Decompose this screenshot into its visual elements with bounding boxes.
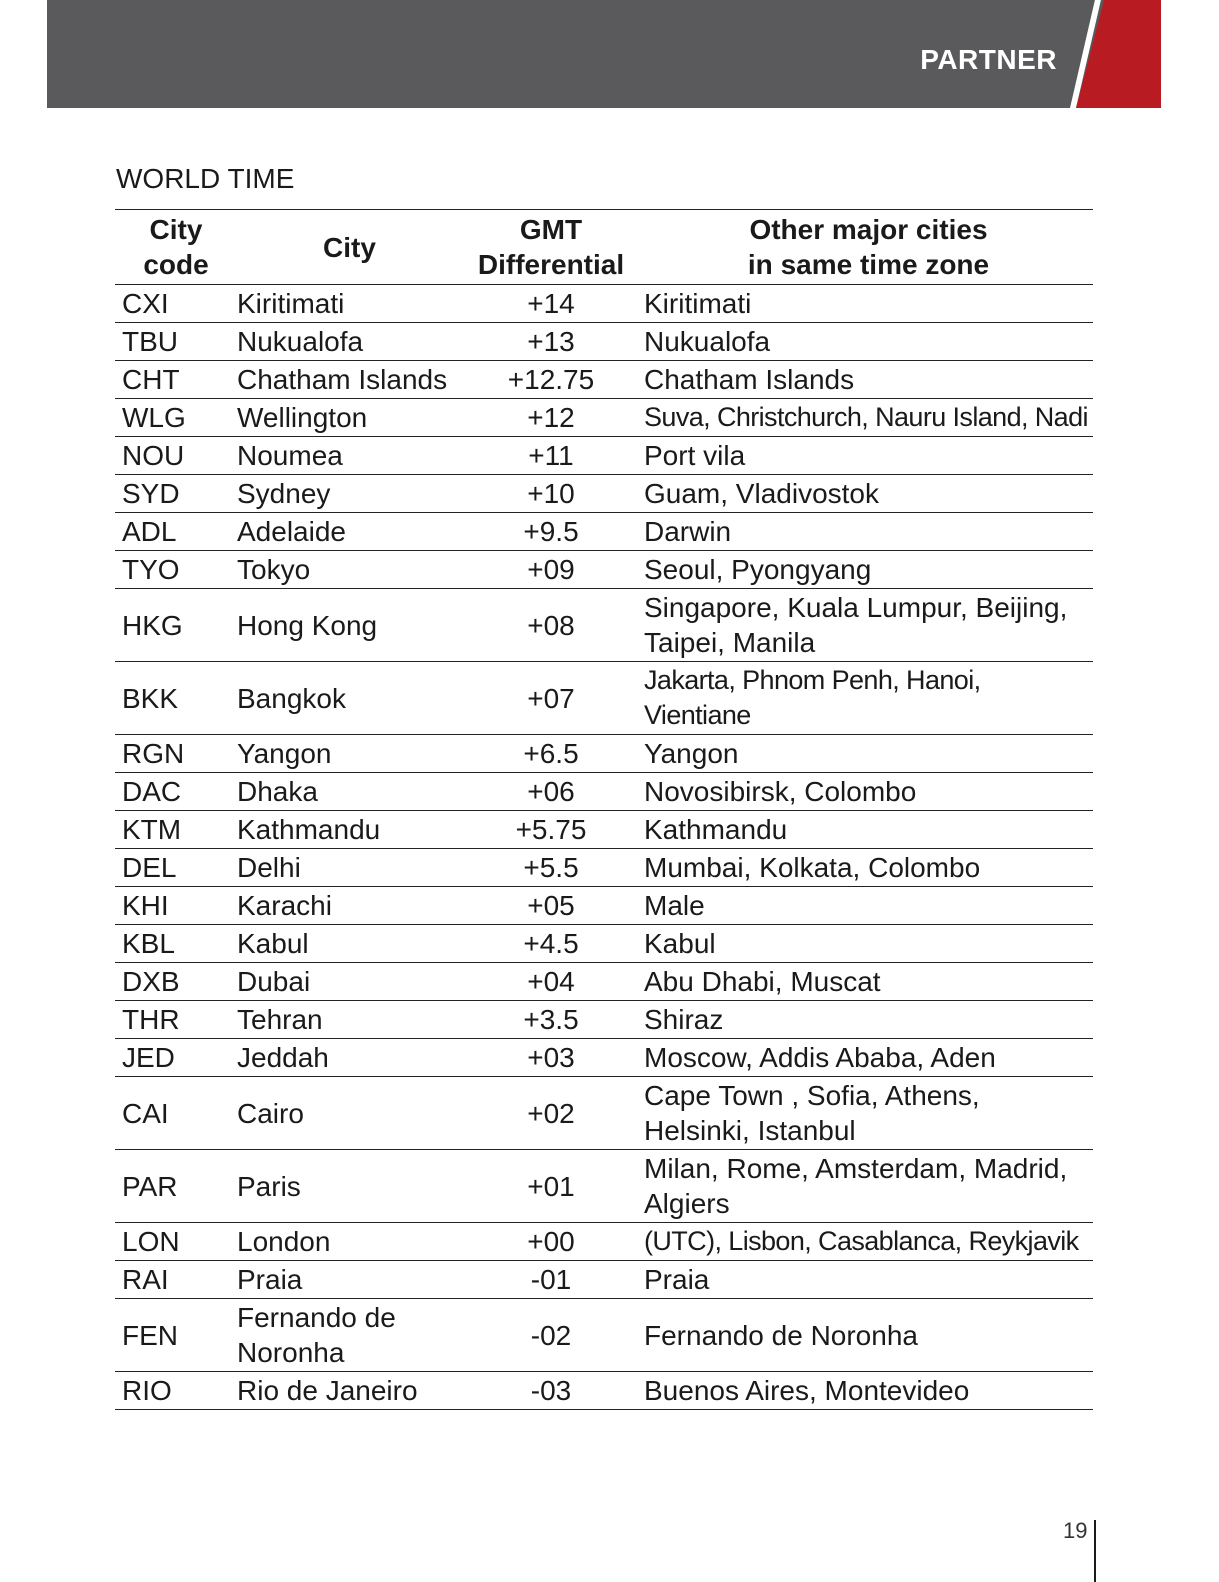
table-row [115, 323, 1093, 361]
table-row [115, 735, 1093, 773]
table-row [115, 475, 1093, 513]
table-row [115, 1372, 1093, 1410]
cell-city: Wellington [237, 399, 462, 437]
cell-city: Tehran [237, 1001, 462, 1039]
table-row [115, 1299, 1093, 1372]
cell-gmt: +05 [462, 887, 640, 925]
cell-city-code: DXB [115, 963, 237, 1001]
cell-city-code: DEL [115, 849, 237, 887]
cell-city: Dhaka [237, 773, 462, 811]
world-time-table [115, 209, 1093, 1410]
cell-city-code: KTM [115, 811, 237, 849]
cell-gmt: +06 [462, 773, 640, 811]
cell-other-cities: Suva, Christchurch, Nauru Island, Nadi [640, 399, 1093, 437]
table-row [115, 285, 1093, 323]
cell-gmt: +01 [462, 1150, 640, 1223]
cell-gmt: +10 [462, 475, 640, 513]
cell-city: Kiritimati [237, 285, 462, 323]
cell-city: Cairo [237, 1077, 462, 1150]
cell-city: Praia [237, 1261, 462, 1299]
cell-gmt: +14 [462, 285, 640, 323]
cell-gmt: +6.5 [462, 735, 640, 773]
cell-city-code: CAI [115, 1077, 237, 1150]
cell-other-cities: Novosibirsk, Colombo [640, 773, 1093, 811]
table-row [115, 773, 1093, 811]
cell-gmt: +04 [462, 963, 640, 1001]
cell-other-cities: Kiritimati [640, 285, 1093, 323]
cell-other-cities: (UTC), Lisbon, Casablanca, Reykjavik [640, 1223, 1093, 1261]
cell-other-cities: Male [640, 887, 1093, 925]
cell-city-code: THR [115, 1001, 237, 1039]
cell-city: Kabul [237, 925, 462, 963]
cell-other-cities: Fernando de Noronha [640, 1299, 1093, 1372]
cell-gmt: +13 [462, 323, 640, 361]
table-row [115, 513, 1093, 551]
cell-other-cities: Abu Dhabi, Muscat [640, 963, 1093, 1001]
cell-other-cities: Darwin [640, 513, 1093, 551]
cell-gmt: +3.5 [462, 1001, 640, 1039]
table-row [115, 437, 1093, 475]
cell-city: Tokyo [237, 551, 462, 589]
table-row [115, 849, 1093, 887]
cell-city: Dubai [237, 963, 462, 1001]
cell-city: Rio de Janeiro [237, 1372, 462, 1410]
table-row [115, 811, 1093, 849]
cell-city-code: HKG [115, 589, 237, 662]
cell-gmt: +12 [462, 399, 640, 437]
cell-city: Jeddah [237, 1039, 462, 1077]
page-number: 19 [1063, 1518, 1088, 1543]
table-body [115, 285, 1093, 1410]
cell-city: Kathmandu [237, 811, 462, 849]
cell-gmt: +03 [462, 1039, 640, 1077]
cell-gmt: +02 [462, 1077, 640, 1150]
cell-city: Nukualofa [237, 323, 462, 361]
cell-city-code: PAR [115, 1150, 237, 1223]
cell-other-cities: Nukualofa [640, 323, 1093, 361]
cell-other-cities: Mumbai, Kolkata, Colombo [640, 849, 1093, 887]
table-row [115, 887, 1093, 925]
table-row [115, 361, 1093, 399]
cell-other-cities: Milan, Rome, Amsterdam, Madrid, Algiers [640, 1150, 1093, 1223]
cell-city: Hong Kong [237, 589, 462, 662]
brand-label: PARTNER [920, 44, 1057, 75]
cell-gmt: +4.5 [462, 925, 640, 963]
header-city-code-line1: City [149, 214, 203, 245]
header-other-cities [640, 210, 1093, 285]
section-title: WORLD TIME [116, 163, 295, 194]
cell-city-code: JED [115, 1039, 237, 1077]
table-row [115, 1223, 1093, 1261]
cell-city: Yangon [237, 735, 462, 773]
cell-city-code: RGN [115, 735, 237, 773]
header-gmt-line1: GMT [519, 214, 583, 245]
cell-city: Fernando de Noronha [237, 1299, 462, 1372]
cell-city: Delhi [237, 849, 462, 887]
cell-other-cities: Shiraz [640, 1001, 1093, 1039]
cell-other-cities: Seoul, Pyongyang [640, 551, 1093, 589]
header-gmt-line2: Differential [477, 249, 625, 280]
cell-gmt: +12.75 [462, 361, 640, 399]
table-row [115, 1039, 1093, 1077]
table-row [115, 963, 1093, 1001]
cell-gmt: +00 [462, 1223, 640, 1261]
table-row [115, 662, 1093, 735]
header-city-code-line2: code [143, 249, 209, 280]
cell-other-cities: Yangon [640, 735, 1093, 773]
cell-gmt: +08 [462, 589, 640, 662]
cell-other-cities: Buenos Aires, Montevideo [640, 1372, 1093, 1410]
table-header-row [115, 210, 1093, 285]
cell-city: Bangkok [237, 662, 462, 735]
cell-city: Adelaide [237, 513, 462, 551]
header-other-line1: Other major cities [749, 214, 988, 245]
cell-city-code: BKK [115, 662, 237, 735]
table-row [115, 1261, 1093, 1299]
table-row [115, 399, 1093, 437]
cell-gmt: +11 [462, 437, 640, 475]
page-number-rule [1094, 1520, 1096, 1582]
cell-gmt: +09 [462, 551, 640, 589]
cell-other-cities: Jakarta, Phnom Penh, Hanoi, Vientiane [640, 662, 1093, 735]
cell-other-cities: Kathmandu [640, 811, 1093, 849]
header-city-code [115, 210, 237, 285]
cell-city-code: KHI [115, 887, 237, 925]
table-row [115, 1077, 1093, 1150]
cell-city-code: NOU [115, 437, 237, 475]
cell-other-cities: Chatham Islands [640, 361, 1093, 399]
cell-gmt: -01 [462, 1261, 640, 1299]
cell-gmt: +9.5 [462, 513, 640, 551]
cell-other-cities: Moscow, Addis Ababa, Aden [640, 1039, 1093, 1077]
cell-city-code: RIO [115, 1372, 237, 1410]
cell-city-code: TYO [115, 551, 237, 589]
cell-gmt: +5.75 [462, 811, 640, 849]
cell-other-cities: Singapore, Kuala Lumpur, Beijing, Taipei, Manila [640, 589, 1093, 662]
cell-gmt: -03 [462, 1372, 640, 1410]
cell-city-code: CHT [115, 361, 237, 399]
table-row [115, 1150, 1093, 1223]
table-row [115, 551, 1093, 589]
cell-other-cities: Port vila [640, 437, 1093, 475]
cell-city: London [237, 1223, 462, 1261]
cell-city-code: KBL [115, 925, 237, 963]
cell-gmt: +07 [462, 662, 640, 735]
cell-city: Karachi [237, 887, 462, 925]
cell-gmt: -02 [462, 1299, 640, 1372]
cell-city-code: ADL [115, 513, 237, 551]
header-bar [47, 0, 1161, 108]
table-row [115, 925, 1093, 963]
table-row [115, 1001, 1093, 1039]
cell-city-code: SYD [115, 475, 237, 513]
cell-city-code: RAI [115, 1261, 237, 1299]
header-other-line2: in same time zone [747, 249, 990, 280]
header-city: City [237, 210, 462, 285]
cell-city: Paris [237, 1150, 462, 1223]
cell-city-code: LON [115, 1223, 237, 1261]
cell-city: Sydney [237, 475, 462, 513]
cell-other-cities: Guam, Vladivostok [640, 475, 1093, 513]
cell-city-code: DAC [115, 773, 237, 811]
cell-city-code: WLG [115, 399, 237, 437]
cell-other-cities: Kabul [640, 925, 1093, 963]
table-row [115, 589, 1093, 662]
cell-city: Chatham Islands [237, 361, 462, 399]
cell-city-code: TBU [115, 323, 237, 361]
header-gmt [462, 210, 640, 285]
header-accent [1076, 0, 1161, 108]
cell-city-code: FEN [115, 1299, 237, 1372]
cell-other-cities: Cape Town , Sofia, Athens, Helsinki, Istanbul [640, 1077, 1093, 1150]
cell-other-cities: Praia [640, 1261, 1093, 1299]
cell-city: Noumea [237, 437, 462, 475]
cell-gmt: +5.5 [462, 849, 640, 887]
cell-city-code: CXI [115, 285, 237, 323]
